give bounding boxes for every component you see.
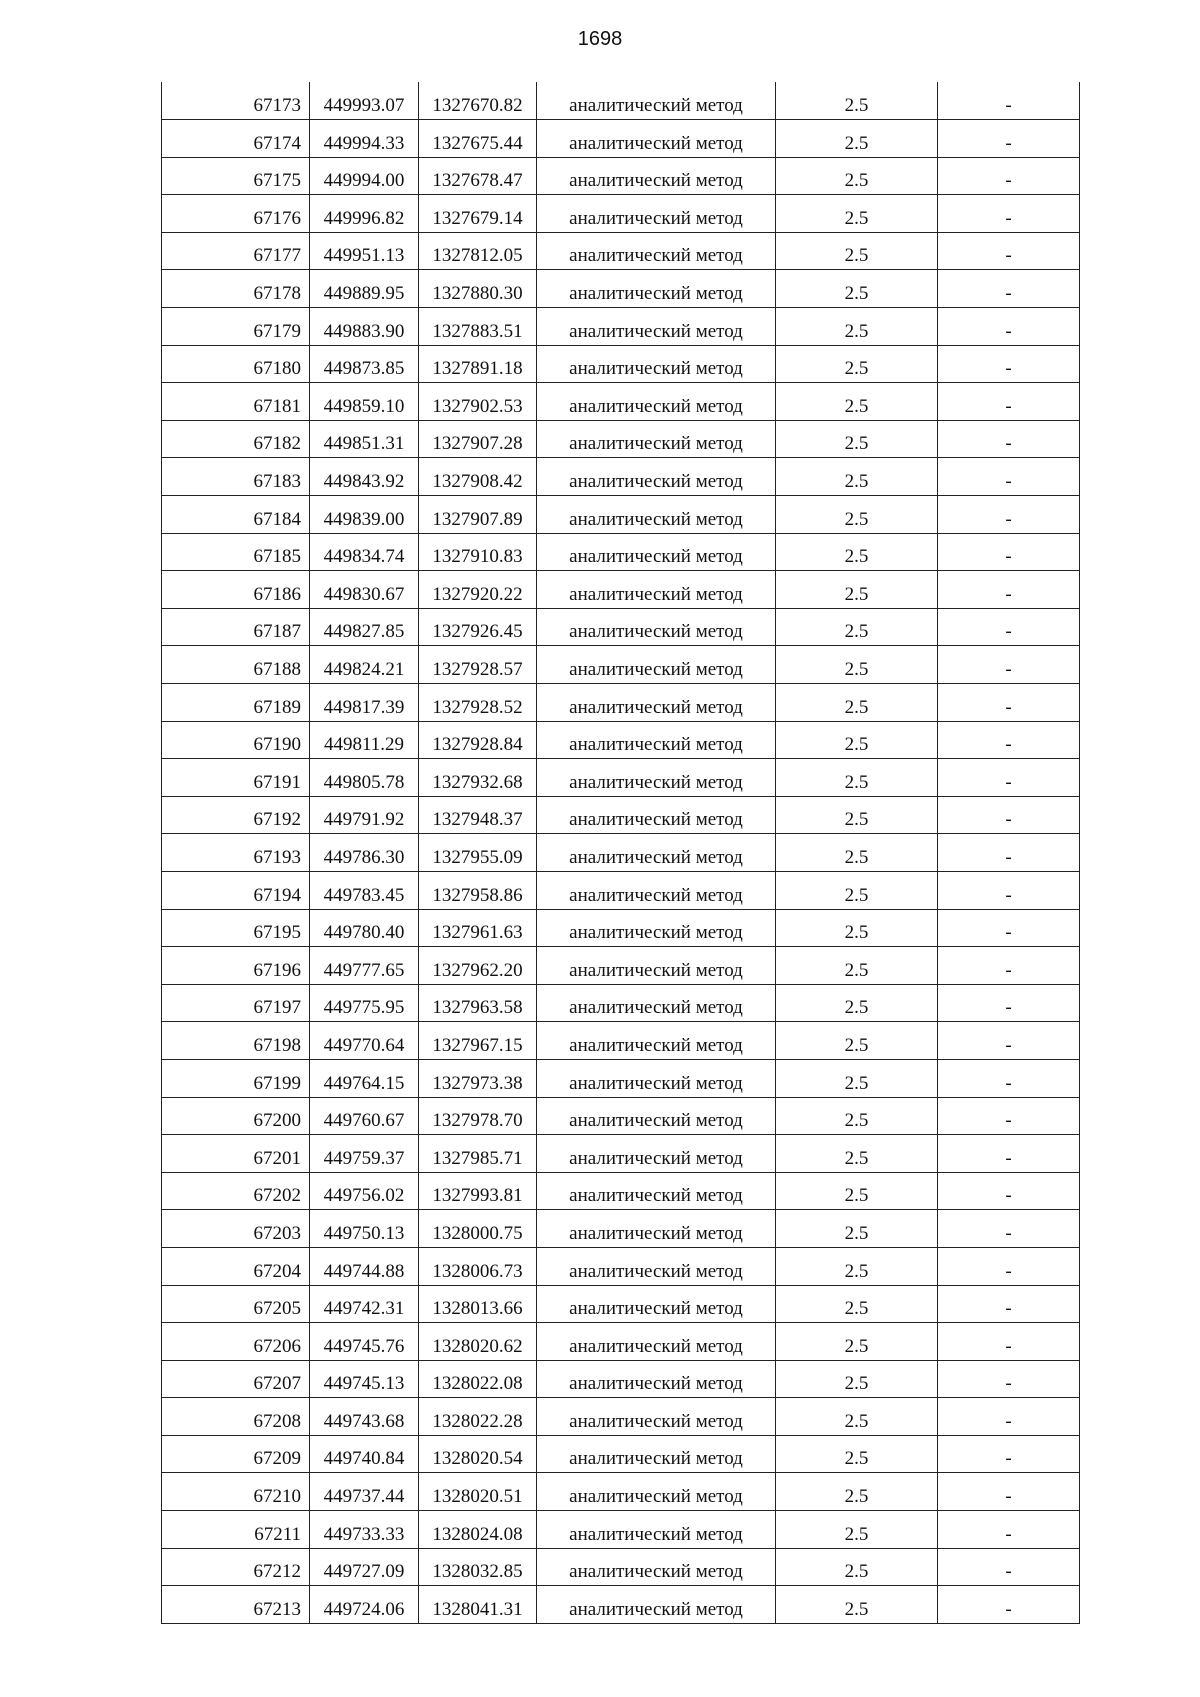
method-cell: аналитический метод: [537, 1247, 776, 1285]
point-number-cell: 67185: [162, 533, 310, 571]
point-number-cell: 67203: [162, 1210, 310, 1248]
accuracy-cell: 2.5: [776, 496, 938, 534]
point-number-cell: 67194: [162, 871, 310, 909]
x-coordinate-cell: 449737.44: [310, 1473, 419, 1511]
x-coordinate-cell: 449764.15: [310, 1059, 419, 1097]
method-cell: аналитический метод: [537, 909, 776, 947]
note-cell: -: [938, 1059, 1080, 1097]
point-number-cell: 67173: [162, 82, 310, 120]
table-row: [162, 1323, 1080, 1361]
note-cell: -: [938, 533, 1080, 571]
table-row: [162, 82, 1080, 120]
point-number-cell: 67204: [162, 1247, 310, 1285]
note-cell: -: [938, 1473, 1080, 1511]
table-row: [162, 458, 1080, 496]
accuracy-cell: 2.5: [776, 1398, 938, 1436]
table-row: [162, 420, 1080, 458]
note-cell: -: [938, 796, 1080, 834]
note-cell: -: [938, 1172, 1080, 1210]
note-cell: -: [938, 420, 1080, 458]
x-coordinate-cell: 449783.45: [310, 871, 419, 909]
accuracy-cell: 2.5: [776, 383, 938, 421]
x-coordinate-cell: 449996.82: [310, 195, 419, 233]
x-coordinate-cell: 449839.00: [310, 496, 419, 534]
accuracy-cell: 2.5: [776, 232, 938, 270]
note-cell: -: [938, 1022, 1080, 1060]
x-coordinate-cell: 449859.10: [310, 383, 419, 421]
point-number-cell: 67213: [162, 1586, 310, 1624]
method-cell: аналитический метод: [537, 420, 776, 458]
note-cell: -: [938, 308, 1080, 346]
method-cell: аналитический метод: [537, 1323, 776, 1361]
note-cell: -: [938, 1398, 1080, 1436]
table-row: [162, 571, 1080, 609]
method-cell: аналитический метод: [537, 796, 776, 834]
method-cell: аналитический метод: [537, 871, 776, 909]
y-coordinate-cell: 1327963.58: [419, 984, 537, 1022]
point-number-cell: 67176: [162, 195, 310, 233]
method-cell: аналитический метод: [537, 684, 776, 722]
x-coordinate-cell: 449780.40: [310, 909, 419, 947]
point-number-cell: 67201: [162, 1135, 310, 1173]
x-coordinate-cell: 449742.31: [310, 1285, 419, 1323]
table-row: [162, 157, 1080, 195]
accuracy-cell: 2.5: [776, 308, 938, 346]
method-cell: аналитический метод: [537, 759, 776, 797]
y-coordinate-cell: 1327928.52: [419, 684, 537, 722]
method-cell: аналитический метод: [537, 533, 776, 571]
accuracy-cell: 2.5: [776, 1210, 938, 1248]
x-coordinate-cell: 449834.74: [310, 533, 419, 571]
accuracy-cell: 2.5: [776, 1586, 938, 1624]
table-row: [162, 308, 1080, 346]
table-row: [162, 871, 1080, 909]
y-coordinate-cell: 1327928.84: [419, 721, 537, 759]
table-row: [162, 1473, 1080, 1511]
y-coordinate-cell: 1327955.09: [419, 834, 537, 872]
note-cell: -: [938, 909, 1080, 947]
point-number-cell: 67181: [162, 383, 310, 421]
x-coordinate-cell: 449889.95: [310, 270, 419, 308]
x-coordinate-cell: 449745.13: [310, 1360, 419, 1398]
note-cell: -: [938, 1586, 1080, 1624]
point-number-cell: 67195: [162, 909, 310, 947]
method-cell: аналитический метод: [537, 308, 776, 346]
method-cell: аналитический метод: [537, 458, 776, 496]
accuracy-cell: 2.5: [776, 796, 938, 834]
y-coordinate-cell: 1328032.85: [419, 1548, 537, 1586]
point-number-cell: 67202: [162, 1172, 310, 1210]
note-cell: -: [938, 1548, 1080, 1586]
table-row: [162, 1586, 1080, 1624]
y-coordinate-cell: 1328022.08: [419, 1360, 537, 1398]
table-row: [162, 721, 1080, 759]
accuracy-cell: 2.5: [776, 1323, 938, 1361]
table-row: [162, 834, 1080, 872]
x-coordinate-cell: 449851.31: [310, 420, 419, 458]
method-cell: аналитический метод: [537, 1435, 776, 1473]
x-coordinate-cell: 449770.64: [310, 1022, 419, 1060]
y-coordinate-cell: 1328024.08: [419, 1511, 537, 1549]
method-cell: аналитический метод: [537, 1172, 776, 1210]
accuracy-cell: 2.5: [776, 1285, 938, 1323]
x-coordinate-cell: 449951.13: [310, 232, 419, 270]
note-cell: -: [938, 646, 1080, 684]
accuracy-cell: 2.5: [776, 646, 938, 684]
y-coordinate-cell: 1327985.71: [419, 1135, 537, 1173]
note-cell: -: [938, 157, 1080, 195]
accuracy-cell: 2.5: [776, 608, 938, 646]
accuracy-cell: 2.5: [776, 947, 938, 985]
x-coordinate-cell: 449805.78: [310, 759, 419, 797]
point-number-cell: 67178: [162, 270, 310, 308]
accuracy-cell: 2.5: [776, 871, 938, 909]
note-cell: -: [938, 834, 1080, 872]
table-row: [162, 1097, 1080, 1135]
table-row: [162, 1285, 1080, 1323]
note-cell: -: [938, 684, 1080, 722]
note-cell: -: [938, 458, 1080, 496]
method-cell: аналитический метод: [537, 1059, 776, 1097]
method-cell: аналитический метод: [537, 1210, 776, 1248]
x-coordinate-cell: 449756.02: [310, 1172, 419, 1210]
table-row: [162, 1022, 1080, 1060]
x-coordinate-cell: 449740.84: [310, 1435, 419, 1473]
note-cell: -: [938, 608, 1080, 646]
y-coordinate-cell: 1328022.28: [419, 1398, 537, 1436]
method-cell: аналитический метод: [537, 571, 776, 609]
y-coordinate-cell: 1327961.63: [419, 909, 537, 947]
accuracy-cell: 2.5: [776, 1548, 938, 1586]
x-coordinate-cell: 449883.90: [310, 308, 419, 346]
x-coordinate-cell: 449824.21: [310, 646, 419, 684]
point-number-cell: 67183: [162, 458, 310, 496]
accuracy-cell: 2.5: [776, 270, 938, 308]
accuracy-cell: 2.5: [776, 1059, 938, 1097]
accuracy-cell: 2.5: [776, 82, 938, 120]
table-row: [162, 1548, 1080, 1586]
y-coordinate-cell: 1327883.51: [419, 308, 537, 346]
note-cell: -: [938, 1435, 1080, 1473]
y-coordinate-cell: 1328013.66: [419, 1285, 537, 1323]
table-row: [162, 1172, 1080, 1210]
accuracy-cell: 2.5: [776, 984, 938, 1022]
note-cell: -: [938, 571, 1080, 609]
accuracy-cell: 2.5: [776, 1172, 938, 1210]
table-row: [162, 496, 1080, 534]
table-row: [162, 232, 1080, 270]
table-row: [162, 195, 1080, 233]
y-coordinate-cell: 1327907.89: [419, 496, 537, 534]
note-cell: -: [938, 1360, 1080, 1398]
accuracy-cell: 2.5: [776, 157, 938, 195]
table-row: [162, 1360, 1080, 1398]
point-number-cell: 67209: [162, 1435, 310, 1473]
table-row: [162, 759, 1080, 797]
x-coordinate-cell: 449750.13: [310, 1210, 419, 1248]
x-coordinate-cell: 449994.33: [310, 120, 419, 158]
method-cell: аналитический метод: [537, 1022, 776, 1060]
point-number-cell: 67208: [162, 1398, 310, 1436]
accuracy-cell: 2.5: [776, 571, 938, 609]
y-coordinate-cell: 1328041.31: [419, 1586, 537, 1624]
point-number-cell: 67174: [162, 120, 310, 158]
table-row: [162, 1247, 1080, 1285]
note-cell: -: [938, 947, 1080, 985]
x-coordinate-cell: 449873.85: [310, 345, 419, 383]
note-cell: -: [938, 1323, 1080, 1361]
point-number-cell: 67177: [162, 232, 310, 270]
y-coordinate-cell: 1327962.20: [419, 947, 537, 985]
table-row: [162, 383, 1080, 421]
x-coordinate-cell: 449760.67: [310, 1097, 419, 1135]
y-coordinate-cell: 1328006.73: [419, 1247, 537, 1285]
table-row: [162, 684, 1080, 722]
point-number-cell: 67206: [162, 1323, 310, 1361]
point-number-cell: 67190: [162, 721, 310, 759]
point-number-cell: 67187: [162, 608, 310, 646]
point-number-cell: 67182: [162, 420, 310, 458]
y-coordinate-cell: 1327993.81: [419, 1172, 537, 1210]
table-row: [162, 270, 1080, 308]
method-cell: аналитический метод: [537, 496, 776, 534]
point-number-cell: 67200: [162, 1097, 310, 1135]
table-row: [162, 1398, 1080, 1436]
method-cell: аналитический метод: [537, 120, 776, 158]
x-coordinate-cell: 449745.76: [310, 1323, 419, 1361]
note-cell: -: [938, 195, 1080, 233]
accuracy-cell: 2.5: [776, 1435, 938, 1473]
y-coordinate-cell: 1328020.54: [419, 1435, 537, 1473]
x-coordinate-cell: 449993.07: [310, 82, 419, 120]
coordinates-table: [161, 82, 1080, 1624]
method-cell: аналитический метод: [537, 834, 776, 872]
x-coordinate-cell: 449830.67: [310, 571, 419, 609]
y-coordinate-cell: 1327675.44: [419, 120, 537, 158]
x-coordinate-cell: 449994.00: [310, 157, 419, 195]
point-number-cell: 67184: [162, 496, 310, 534]
y-coordinate-cell: 1327902.53: [419, 383, 537, 421]
table-row: [162, 984, 1080, 1022]
note-cell: -: [938, 871, 1080, 909]
point-number-cell: 67180: [162, 345, 310, 383]
x-coordinate-cell: 449775.95: [310, 984, 419, 1022]
accuracy-cell: 2.5: [776, 834, 938, 872]
accuracy-cell: 2.5: [776, 759, 938, 797]
note-cell: -: [938, 270, 1080, 308]
point-number-cell: 67197: [162, 984, 310, 1022]
accuracy-cell: 2.5: [776, 721, 938, 759]
x-coordinate-cell: 449811.29: [310, 721, 419, 759]
point-number-cell: 67207: [162, 1360, 310, 1398]
note-cell: -: [938, 984, 1080, 1022]
method-cell: аналитический метод: [537, 82, 776, 120]
method-cell: аналитический метод: [537, 232, 776, 270]
y-coordinate-cell: 1327907.28: [419, 420, 537, 458]
table-row: [162, 1210, 1080, 1248]
table-row: [162, 909, 1080, 947]
method-cell: аналитический метод: [537, 984, 776, 1022]
point-number-cell: 67175: [162, 157, 310, 195]
x-coordinate-cell: 449727.09: [310, 1548, 419, 1586]
x-coordinate-cell: 449827.85: [310, 608, 419, 646]
table-row: [162, 1059, 1080, 1097]
x-coordinate-cell: 449843.92: [310, 458, 419, 496]
note-cell: -: [938, 721, 1080, 759]
note-cell: -: [938, 1247, 1080, 1285]
note-cell: -: [938, 232, 1080, 270]
method-cell: аналитический метод: [537, 721, 776, 759]
x-coordinate-cell: 449744.88: [310, 1247, 419, 1285]
point-number-cell: 67192: [162, 796, 310, 834]
table-row: [162, 646, 1080, 684]
accuracy-cell: 2.5: [776, 195, 938, 233]
point-number-cell: 67188: [162, 646, 310, 684]
table-row: [162, 608, 1080, 646]
note-cell: -: [938, 759, 1080, 797]
method-cell: аналитический метод: [537, 646, 776, 684]
note-cell: -: [938, 1135, 1080, 1173]
point-number-cell: 67196: [162, 947, 310, 985]
y-coordinate-cell: 1327678.47: [419, 157, 537, 195]
y-coordinate-cell: 1328000.75: [419, 1210, 537, 1248]
table-row: [162, 533, 1080, 571]
method-cell: аналитический метод: [537, 195, 776, 233]
accuracy-cell: 2.5: [776, 458, 938, 496]
method-cell: аналитический метод: [537, 1135, 776, 1173]
y-coordinate-cell: 1328020.51: [419, 1473, 537, 1511]
table-row: [162, 1435, 1080, 1473]
page-number: 1698: [577, 28, 623, 50]
accuracy-cell: 2.5: [776, 684, 938, 722]
accuracy-cell: 2.5: [776, 345, 938, 383]
accuracy-cell: 2.5: [776, 1247, 938, 1285]
y-coordinate-cell: 1327812.05: [419, 232, 537, 270]
y-coordinate-cell: 1327910.83: [419, 533, 537, 571]
method-cell: аналитический метод: [537, 1360, 776, 1398]
point-number-cell: 67193: [162, 834, 310, 872]
method-cell: аналитический метод: [537, 1473, 776, 1511]
x-coordinate-cell: 449724.06: [310, 1586, 419, 1624]
method-cell: аналитический метод: [537, 1586, 776, 1624]
table-row: [162, 947, 1080, 985]
y-coordinate-cell: 1327880.30: [419, 270, 537, 308]
point-number-cell: 67191: [162, 759, 310, 797]
x-coordinate-cell: 449733.33: [310, 1511, 419, 1549]
y-coordinate-cell: 1327948.37: [419, 796, 537, 834]
y-coordinate-cell: 1327928.57: [419, 646, 537, 684]
y-coordinate-cell: 1327967.15: [419, 1022, 537, 1060]
y-coordinate-cell: 1327973.38: [419, 1059, 537, 1097]
accuracy-cell: 2.5: [776, 533, 938, 571]
point-number-cell: 67205: [162, 1285, 310, 1323]
table-row: [162, 345, 1080, 383]
method-cell: аналитический метод: [537, 1398, 776, 1436]
accuracy-cell: 2.5: [776, 1022, 938, 1060]
point-number-cell: 67212: [162, 1548, 310, 1586]
table-row: [162, 120, 1080, 158]
note-cell: -: [938, 120, 1080, 158]
note-cell: -: [938, 345, 1080, 383]
method-cell: аналитический метод: [537, 383, 776, 421]
table-row: [162, 796, 1080, 834]
x-coordinate-cell: 449791.92: [310, 796, 419, 834]
method-cell: аналитический метод: [537, 1548, 776, 1586]
method-cell: аналитический метод: [537, 608, 776, 646]
method-cell: аналитический метод: [537, 1285, 776, 1323]
y-coordinate-cell: 1327679.14: [419, 195, 537, 233]
table-row: [162, 1135, 1080, 1173]
table-row: [162, 1511, 1080, 1549]
accuracy-cell: 2.5: [776, 1511, 938, 1549]
y-coordinate-cell: 1327908.42: [419, 458, 537, 496]
method-cell: аналитический метод: [537, 157, 776, 195]
point-number-cell: 67179: [162, 308, 310, 346]
method-cell: аналитический метод: [537, 1511, 776, 1549]
y-coordinate-cell: 1327926.45: [419, 608, 537, 646]
x-coordinate-cell: 449817.39: [310, 684, 419, 722]
y-coordinate-cell: 1327670.82: [419, 82, 537, 120]
point-number-cell: 67210: [162, 1473, 310, 1511]
accuracy-cell: 2.5: [776, 909, 938, 947]
accuracy-cell: 2.5: [776, 1360, 938, 1398]
method-cell: аналитический метод: [537, 947, 776, 985]
point-number-cell: 67198: [162, 1022, 310, 1060]
y-coordinate-cell: 1327932.68: [419, 759, 537, 797]
y-coordinate-cell: 1327891.18: [419, 345, 537, 383]
point-number-cell: 67186: [162, 571, 310, 609]
point-number-cell: 67211: [162, 1511, 310, 1549]
note-cell: -: [938, 1210, 1080, 1248]
note-cell: -: [938, 82, 1080, 120]
y-coordinate-cell: 1328020.62: [419, 1323, 537, 1361]
x-coordinate-cell: 449759.37: [310, 1135, 419, 1173]
method-cell: аналитический метод: [537, 345, 776, 383]
note-cell: -: [938, 1511, 1080, 1549]
accuracy-cell: 2.5: [776, 420, 938, 458]
point-number-cell: 67199: [162, 1059, 310, 1097]
y-coordinate-cell: 1327920.22: [419, 571, 537, 609]
note-cell: -: [938, 1097, 1080, 1135]
accuracy-cell: 2.5: [776, 120, 938, 158]
accuracy-cell: 2.5: [776, 1097, 938, 1135]
x-coordinate-cell: 449786.30: [310, 834, 419, 872]
y-coordinate-cell: 1327958.86: [419, 871, 537, 909]
x-coordinate-cell: 449743.68: [310, 1398, 419, 1436]
note-cell: -: [938, 383, 1080, 421]
note-cell: -: [938, 496, 1080, 534]
y-coordinate-cell: 1327978.70: [419, 1097, 537, 1135]
table-body: [162, 82, 1080, 1623]
accuracy-cell: 2.5: [776, 1135, 938, 1173]
note-cell: -: [938, 1285, 1080, 1323]
method-cell: аналитический метод: [537, 270, 776, 308]
point-number-cell: 67189: [162, 684, 310, 722]
accuracy-cell: 2.5: [776, 1473, 938, 1511]
x-coordinate-cell: 449777.65: [310, 947, 419, 985]
method-cell: аналитический метод: [537, 1097, 776, 1135]
